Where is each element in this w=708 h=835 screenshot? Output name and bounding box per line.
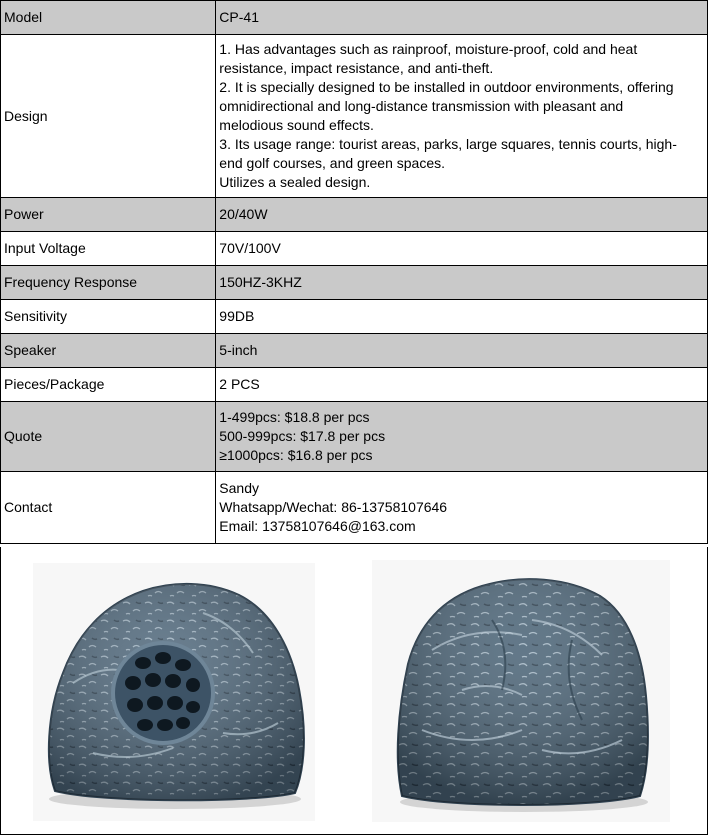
row-input-voltage bbox=[1, 232, 708, 266]
value-line: 2. It is specially designed to be installed in outdoor environments, offering bbox=[219, 79, 674, 95]
value-line: end golf courses, and green spaces. bbox=[219, 155, 445, 171]
row-value bbox=[216, 1, 708, 35]
row-label: Contact bbox=[1, 472, 216, 544]
row-label: Model bbox=[1, 1, 216, 35]
value-line: Email: 13758107646@163.com bbox=[219, 518, 416, 534]
value-line: 20/40W bbox=[219, 206, 268, 222]
row-value bbox=[216, 368, 708, 402]
row-value bbox=[216, 300, 708, 334]
row-frequency-response bbox=[1, 266, 708, 300]
value-line: 500-999pcs: $17.8 per pcs bbox=[219, 428, 386, 444]
value-line: melodious sound effects. bbox=[219, 117, 374, 133]
row-label: Pieces/Package bbox=[1, 368, 216, 402]
value-line: 70V/100V bbox=[219, 240, 281, 256]
value-line: Utilizes a sealed design. bbox=[219, 174, 371, 190]
value-line: Whatsapp/Wechat: 86-13758107646 bbox=[219, 499, 448, 515]
row-value bbox=[216, 198, 708, 232]
value-line: 1. Has advantages such as rainproof, moisture-proof, cold and heat bbox=[219, 41, 638, 57]
row-pieces-package bbox=[1, 368, 708, 402]
value-line: 3. Its usage range: tourist areas, parks, large squares, tennis courts, high- bbox=[219, 136, 677, 152]
row-value bbox=[216, 266, 708, 300]
row-label: Sensitivity bbox=[1, 300, 216, 334]
row-value bbox=[216, 472, 708, 544]
value-line: 5-inch bbox=[219, 342, 258, 358]
rock-speaker-front-photo bbox=[33, 563, 315, 821]
row-label: Input Voltage bbox=[1, 232, 216, 266]
value-line: CP-41 bbox=[219, 9, 259, 25]
row-contact bbox=[1, 472, 708, 544]
row-model bbox=[1, 1, 708, 35]
product-photos bbox=[0, 547, 708, 835]
value-line: 150HZ-3KHZ bbox=[219, 274, 302, 290]
value-line: Sandy bbox=[219, 480, 259, 496]
row-value bbox=[216, 232, 708, 266]
value-line: omnidirectional and long-distance transmission with pleasant and bbox=[219, 98, 624, 114]
value-line: ≥1000pcs: $16.8 per pcs bbox=[219, 447, 373, 463]
row-label: Quote bbox=[1, 402, 216, 472]
value-line: 1-499pcs: $18.8 per pcs bbox=[219, 409, 370, 425]
row-value bbox=[216, 402, 708, 472]
value-line: resistance, impact resistance, and anti-theft. bbox=[219, 60, 494, 76]
row-label: Power bbox=[1, 198, 216, 232]
row-design bbox=[1, 35, 708, 198]
row-sensitivity bbox=[1, 300, 708, 334]
row-label: Design bbox=[1, 35, 216, 198]
row-value bbox=[216, 35, 708, 198]
row-quote bbox=[1, 402, 708, 472]
rock-speaker-back-photo bbox=[372, 560, 670, 822]
value-line: 99DB bbox=[219, 308, 255, 324]
row-label: Speaker bbox=[1, 334, 216, 368]
row-label: Frequency Response bbox=[1, 266, 216, 300]
row-power bbox=[1, 198, 708, 232]
row-value bbox=[216, 334, 708, 368]
row-speaker bbox=[1, 334, 708, 368]
value-line: 2 PCS bbox=[219, 376, 260, 392]
